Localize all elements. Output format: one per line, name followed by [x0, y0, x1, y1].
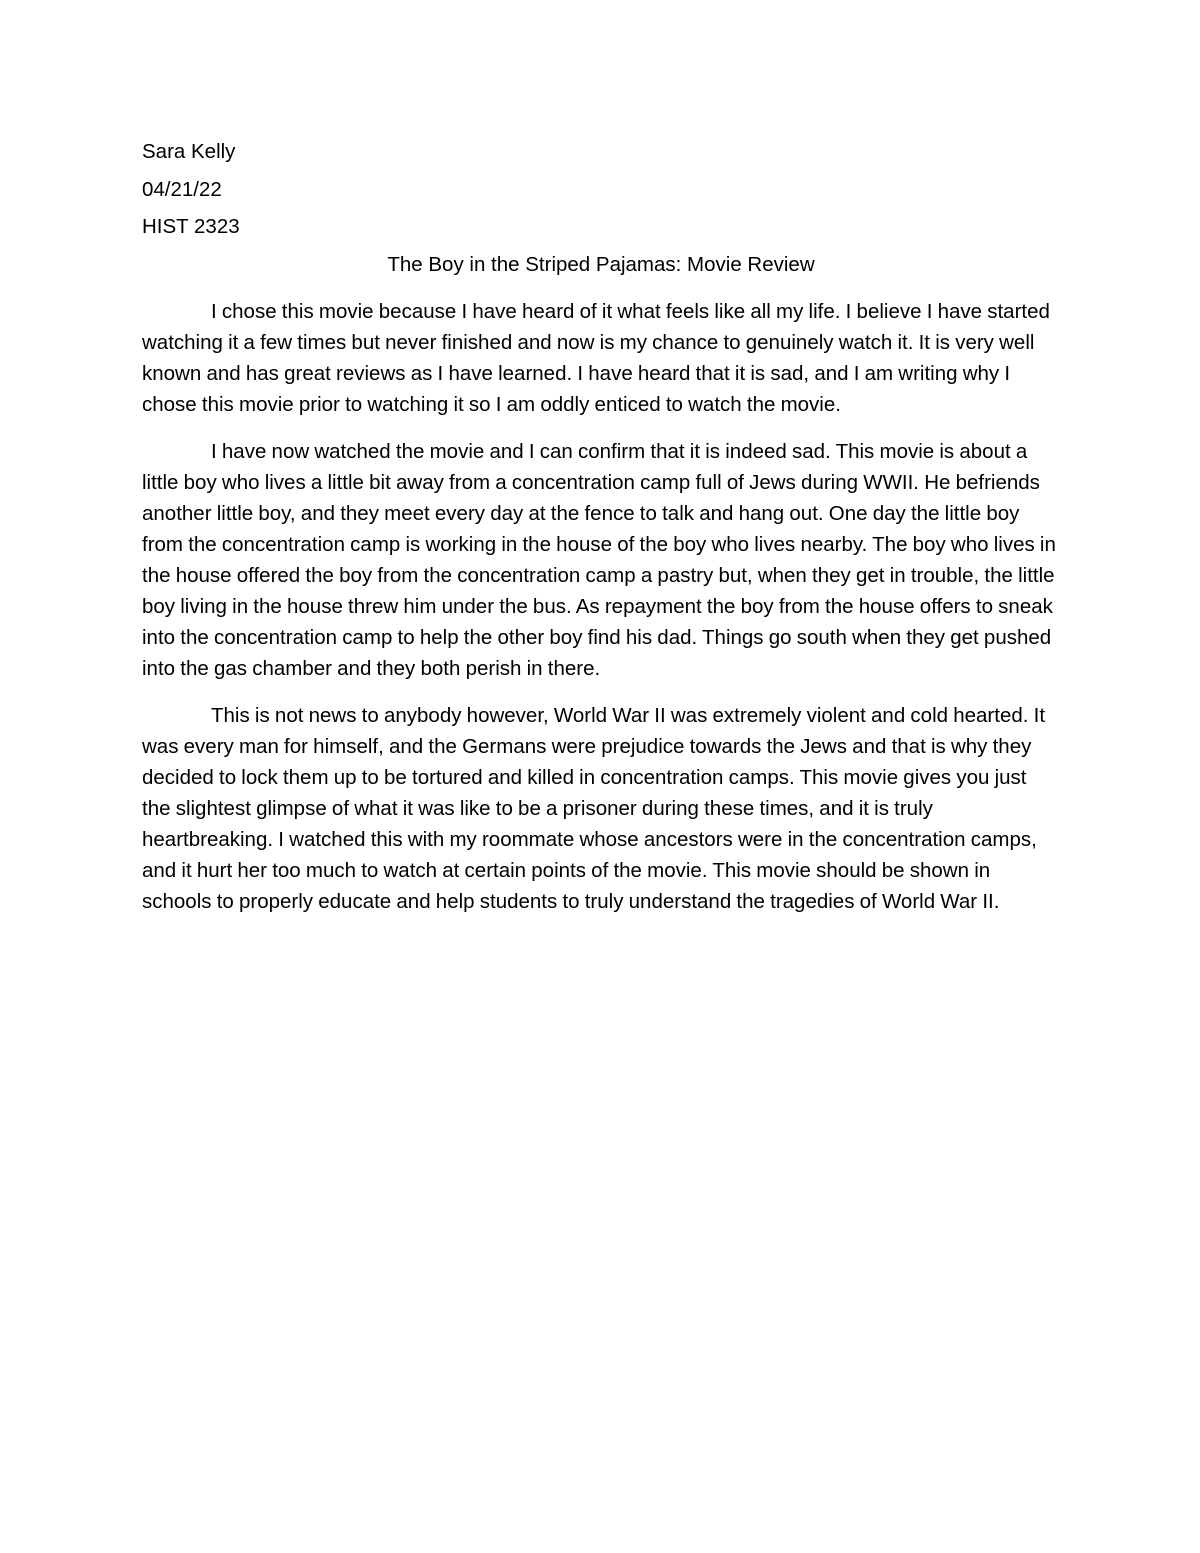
document-title: The Boy in the Striped Pajamas: Movie Review — [387, 252, 815, 276]
paragraph-2: I have now watched the movie and I can confirm that it is indeed sad. This movie is about a little boy who lives a little bit away from a concentration camp full of Jews during WWII. He befriends another little boy, and they meet every day at the fence to talk and hang out. One day the little boy from the concentration camp is working in the house of the boy who lives nearby. The boy who lives in the house offered the boy from the concentration camp a pastry but, when they get in trouble, the little boy living in the house threw him under the bus. As repayment the boy from the house offers to sneak into the concentration camp to help the other boy find his dad. Things go south when they get pushed into the gas chamber and they both perish in there. — [142, 439, 1056, 680]
document-body — [142, 136, 1060, 933]
author-name: Sara Kelly — [142, 140, 236, 163]
course-code: HIST 2323 — [142, 215, 240, 238]
document-date: 04/21/22 — [142, 177, 222, 201]
paragraph-1: I chose this movie because I have heard of it what feels like all my life. I believe I have started watching it a few times but never finished and now is my chance to genuinely watch it. It is very well known and has great reviews as I have learned. I have heard that it is sad, and I am writing why I chose this movie prior to watching it so I am oddly enticed to watch the movie. — [142, 299, 1050, 416]
paragraph-3: This is not news to anybody however, World War II was extremely violent and cold hearted. It was every man for himself, and the Germans were prejudice towards the Jews and that is why they decided to lock them up to be tortured and killed in concentration camps. This movie gives you just the slightest glimpse of what it was like to be a prisoner during these times, and it is truly heartbreaking. I watched this with my roommate whose ancestors were in the concentration camps, and it hurt her too much to watch at certain points of the movie. This movie should be shown in schools to properly educate and help students to truly understand the tragedies of World War II. — [142, 703, 1046, 913]
